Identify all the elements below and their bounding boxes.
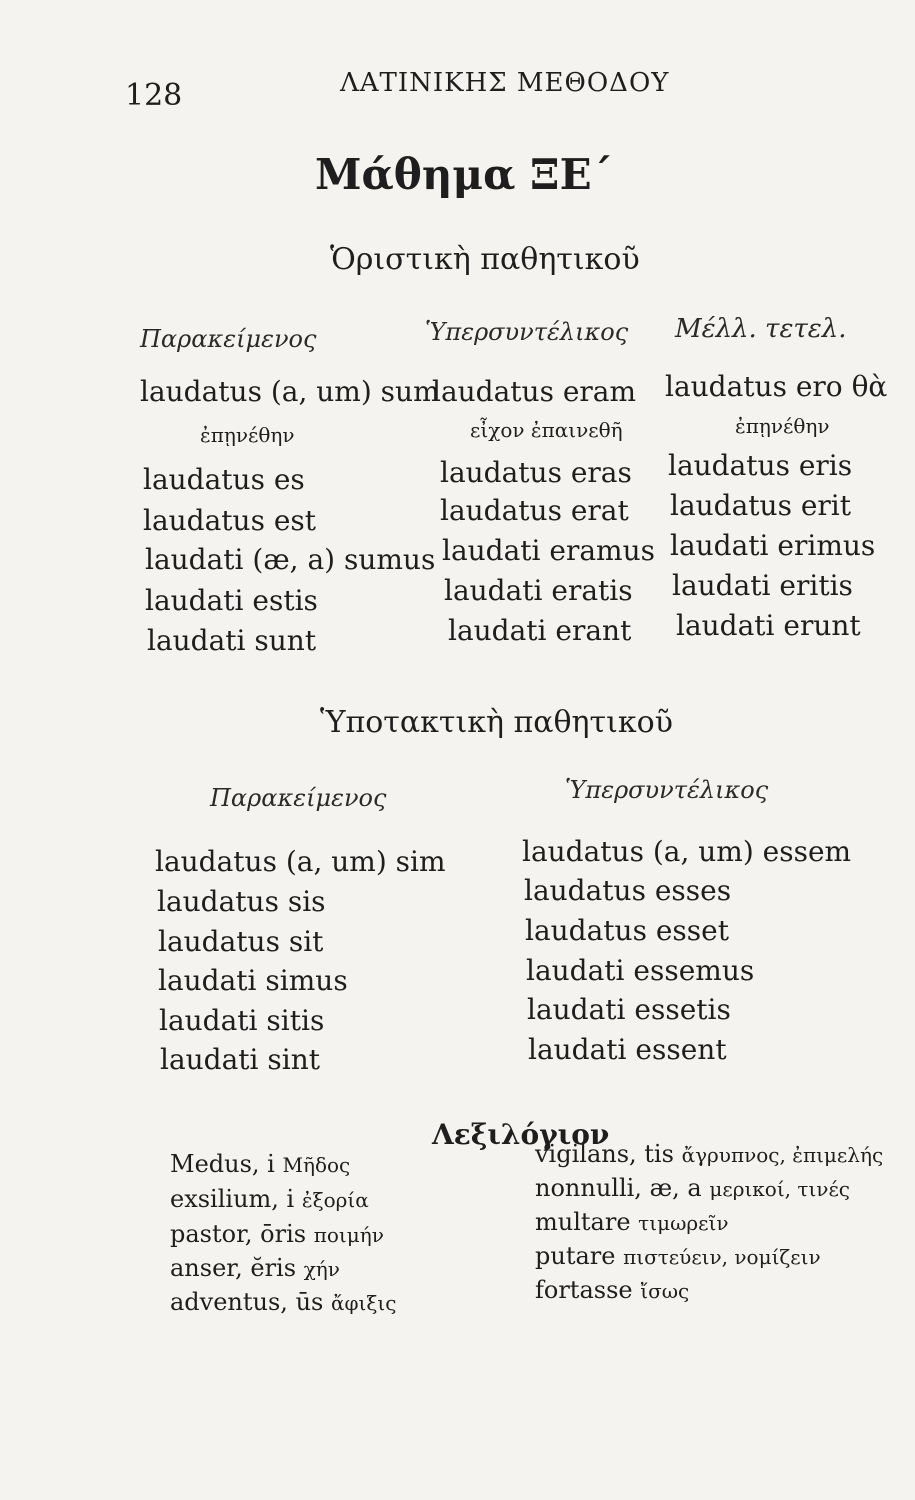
greek-gloss: ἄφιξις	[330, 1291, 397, 1315]
latin-word: exsilium, i	[170, 1185, 295, 1213]
greek-gloss: ἐξορία	[301, 1188, 369, 1212]
conjugation-row: laudati estis	[145, 584, 318, 617]
greek-gloss: Μῆδος	[282, 1153, 351, 1177]
conjugation-row: laudatus est	[143, 504, 317, 537]
greek-gloss: μερικοί, τινές	[709, 1177, 851, 1201]
lexicon-entry	[535, 1142, 883, 1166]
conjugation-row: laudatus (a, um) essem	[522, 835, 852, 868]
latin-word: Medus, i	[170, 1150, 275, 1178]
conjugation-row: laudati essemus	[526, 954, 755, 987]
conjugation-row: laudati (æ, a) sumus	[145, 543, 436, 576]
indicative-header-future-perfect: Μέλλ. τετελ.	[675, 314, 847, 344]
indicative-header-perfect: Παρακείμενος	[140, 325, 317, 353]
conjugation-row: laudati sunt	[147, 624, 317, 657]
conjugation-row: laudatus esset	[525, 914, 729, 947]
conjugation-row: laudati erimus	[670, 529, 876, 562]
lexicon-entry	[170, 1222, 384, 1246]
conjugation-row: laudati sint	[160, 1043, 321, 1076]
subjunctive-header-pluperfect: Ὑπερσυντέλικος	[565, 776, 769, 804]
conjugation-row: laudatus (a, um) sum	[140, 375, 440, 408]
latin-word: vigilans, tis	[535, 1140, 674, 1168]
conjugation-row: laudatus (a, um) sim	[155, 845, 446, 878]
indicative-heading: Ὁριστικὴ παθητικοῦ	[330, 242, 640, 277]
lexicon-heading: Λεξιλόγιον	[432, 1118, 610, 1151]
conjugation-row: laudati erant	[448, 614, 632, 647]
latin-word: anser, ĕris	[170, 1254, 297, 1282]
conjugation-row: laudati sitis	[159, 1004, 325, 1037]
latin-word: fortasse	[535, 1276, 633, 1304]
latin-word: adventus, ūs	[170, 1288, 324, 1316]
greek-gloss: ἴσως	[640, 1279, 690, 1303]
greek-gloss: εἶχον ἐπαινεθῆ	[470, 418, 623, 442]
conjugation-row: laudati eritis	[672, 569, 853, 602]
conjugation-row: laudatus sis	[157, 885, 326, 918]
greek-gloss: ἄγρυπνος, ἐπιμελής	[681, 1143, 884, 1167]
conjugation-row: laudatus eris	[668, 449, 853, 482]
lexicon-entry	[535, 1244, 821, 1268]
conjugation-row: laudatus esses	[524, 874, 732, 907]
conjugation-row: laudatus es	[143, 463, 305, 496]
indicative-header-pluperfect: Ὑπερσυντέλικος	[425, 318, 629, 346]
conjugation-row: laudatus eram	[432, 375, 637, 408]
lexicon-entry	[170, 1152, 350, 1176]
lexicon-entry	[535, 1210, 729, 1234]
conjugation-row: laudatus erit	[670, 489, 852, 522]
conjugation-row: laudatus eras	[440, 456, 632, 489]
greek-gloss: χήν	[303, 1257, 340, 1281]
latin-word: pastor, ōris	[170, 1220, 307, 1248]
conjugation-row: laudati erunt	[676, 609, 861, 642]
page-number: 128	[125, 78, 183, 113]
subjunctive-header-perfect: Παρακείμενος	[210, 784, 387, 812]
conjugation-row: laudati eramus	[442, 534, 656, 567]
greek-gloss: ἐπῃνέθην	[735, 414, 830, 438]
lexicon-entry	[535, 1176, 850, 1200]
latin-word: multare	[535, 1208, 631, 1236]
greek-gloss: ἐπῃνέθην	[200, 423, 295, 447]
latin-word: nonnulli, æ, a	[535, 1174, 702, 1202]
lexicon-entry	[170, 1290, 396, 1314]
greek-gloss: ποιμήν	[313, 1223, 384, 1247]
running-head: ΛΑΤΙΝΙΚΗΣ ΜΕΘΟΔΟΥ	[340, 68, 670, 98]
conjugation-row: laudati essetis	[527, 993, 731, 1026]
conjugation-row: laudati eratis	[444, 574, 633, 607]
lesson-title: Μάθημα ΞΕ΄	[315, 150, 613, 199]
lexicon-entry	[170, 1187, 369, 1211]
subjunctive-heading: Ὑποτακτικὴ παθητικοῦ	[320, 705, 673, 740]
conjugation-row: laudatus erat	[440, 494, 629, 527]
greek-gloss: τιμωρεῖν	[638, 1211, 729, 1235]
conjugation-row: laudati simus	[158, 964, 348, 997]
lexicon-entry	[535, 1278, 689, 1302]
latin-word: putare	[535, 1242, 616, 1270]
greek-gloss: πιστεύειν, νομίζειν	[623, 1245, 821, 1269]
conjugation-row: laudatus ero θὰ	[665, 370, 888, 403]
lexicon-entry	[170, 1256, 340, 1280]
conjugation-row: laudatus sit	[158, 925, 324, 958]
conjugation-row: laudati essent	[528, 1033, 727, 1066]
